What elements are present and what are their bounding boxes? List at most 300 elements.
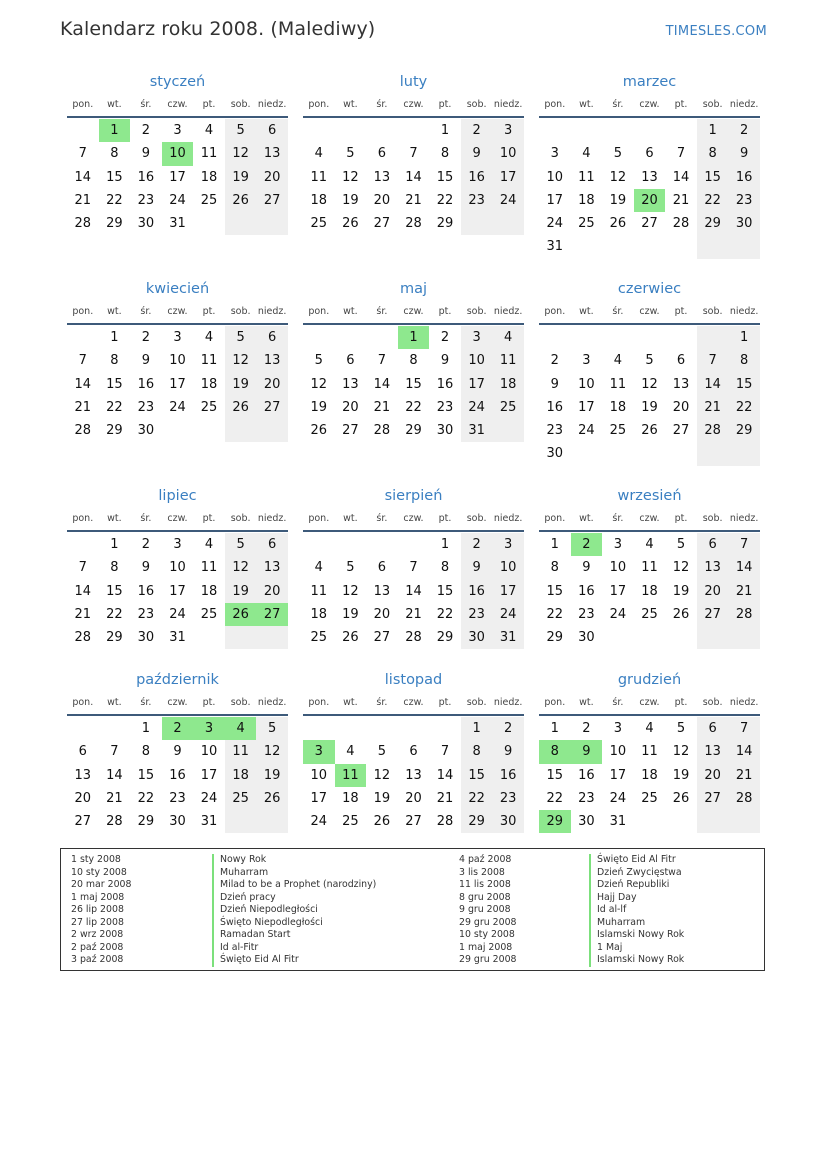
day-cell[interactable]: 6 xyxy=(697,717,729,740)
day-cell[interactable]: 7 xyxy=(728,717,760,740)
day-cell[interactable]: 30 xyxy=(728,212,760,235)
day-cell[interactable]: 17 xyxy=(169,376,186,392)
day-cell[interactable]: 29 xyxy=(405,423,422,439)
day-cell[interactable]: 15 xyxy=(106,376,123,392)
day-cell[interactable]: 8 xyxy=(440,560,450,576)
day-cell[interactable]: 22 xyxy=(436,192,454,208)
day-cell[interactable]: 16 xyxy=(461,166,493,189)
day-cell[interactable]: 6 xyxy=(256,326,288,349)
day-cell[interactable]: 3 xyxy=(582,353,591,369)
day-cell[interactable]: 17 xyxy=(546,192,564,208)
day-cell[interactable]: 2 xyxy=(461,119,493,142)
day-cell[interactable]: 8 xyxy=(440,146,450,162)
day-cell[interactable]: 20 xyxy=(672,399,690,415)
day-cell[interactable]: 22 xyxy=(728,396,760,419)
day-cell[interactable]: 19 xyxy=(641,399,658,415)
day-cell[interactable]: 25 xyxy=(578,216,595,232)
day-cell[interactable]: 30 xyxy=(578,814,595,830)
day-cell[interactable]: 6 xyxy=(409,744,418,760)
day-cell[interactable]: 25 xyxy=(200,399,218,415)
day-cell[interactable]: 7 xyxy=(377,353,387,369)
day-cell[interactable]: 23 xyxy=(461,603,493,626)
day-cell[interactable]: 10 xyxy=(492,142,524,165)
day-cell[interactable]: 21 xyxy=(697,396,729,419)
day-cell[interactable]: 2 xyxy=(141,330,151,345)
day-cell[interactable]: 19 xyxy=(225,580,257,603)
day-cell[interactable]: 9 xyxy=(173,744,182,760)
day-cell[interactable]: 25 xyxy=(310,630,328,646)
day-cell[interactable]: 25 xyxy=(342,814,359,830)
day-cell[interactable]: 18 xyxy=(200,169,218,185)
day-cell[interactable]: 16 xyxy=(728,166,760,189)
day-cell[interactable]: 7 xyxy=(409,146,418,162)
day-cell[interactable]: 15 xyxy=(546,767,564,783)
day-cell[interactable]: 17 xyxy=(461,373,493,396)
day-cell[interactable]: 15 xyxy=(106,583,123,599)
day-cell[interactable]: 2 xyxy=(582,721,591,736)
day-cell[interactable]: 6 xyxy=(256,533,288,556)
day-cell[interactable]: 1 xyxy=(697,119,729,142)
day-cell[interactable]: 31 xyxy=(169,216,186,232)
day-cell[interactable]: 17 xyxy=(492,580,524,603)
day-cell[interactable]: 11 xyxy=(578,169,595,185)
day-cell[interactable]: 4 xyxy=(582,146,591,162)
day-cell[interactable]: 27 xyxy=(256,396,288,419)
day-cell[interactable]: 26 xyxy=(256,787,288,810)
day-cell[interactable]: 11 xyxy=(200,353,218,369)
day-cell[interactable]: 30 xyxy=(546,446,564,462)
day-cell[interactable]: 23 xyxy=(578,606,595,622)
day-cell[interactable]: 22 xyxy=(137,790,155,806)
day-cell[interactable]: 27 xyxy=(697,603,729,626)
day-cell[interactable]: 5 xyxy=(225,533,257,556)
day-cell[interactable]: 25 xyxy=(310,216,328,232)
day-cell[interactable]: 5 xyxy=(346,146,355,162)
day-cell[interactable]: 1 xyxy=(141,721,151,736)
day-cell[interactable]: 18 xyxy=(492,373,524,396)
day-cell[interactable]: 14 xyxy=(74,376,92,392)
day-cell[interactable]: 18 xyxy=(200,376,218,392)
day-cell[interactable]: 28 xyxy=(74,423,92,439)
day-cell[interactable]: 7 xyxy=(78,353,87,369)
day-cell[interactable]: 1 xyxy=(550,721,559,736)
day-cell[interactable]: 8 xyxy=(409,353,418,369)
day-cell[interactable]: 5 xyxy=(676,537,686,552)
day-cell[interactable]: 10 xyxy=(546,169,564,185)
day-cell[interactable]: 8 xyxy=(539,740,571,763)
day-cell[interactable]: 9 xyxy=(141,146,151,162)
day-cell[interactable]: 14 xyxy=(405,169,422,185)
day-cell[interactable]: 2 xyxy=(162,717,194,740)
day-cell[interactable]: 13 xyxy=(405,767,422,783)
day-cell[interactable]: 15 xyxy=(436,583,454,599)
day-cell[interactable]: 28 xyxy=(728,787,760,810)
day-cell[interactable]: 3 xyxy=(173,123,182,138)
day-cell[interactable]: 3 xyxy=(550,146,559,162)
day-cell[interactable]: 20 xyxy=(74,790,92,806)
day-cell[interactable]: 28 xyxy=(405,216,422,232)
day-cell[interactable]: 9 xyxy=(141,560,151,576)
day-cell[interactable]: 15 xyxy=(106,169,123,185)
day-cell[interactable]: 3 xyxy=(492,119,524,142)
day-cell[interactable]: 25 xyxy=(200,192,218,208)
day-cell[interactable]: 29 xyxy=(137,814,155,830)
day-cell[interactable]: 14 xyxy=(697,373,729,396)
day-cell[interactable]: 23 xyxy=(137,192,155,208)
day-cell[interactable]: 16 xyxy=(137,583,155,599)
day-cell[interactable]: 26 xyxy=(225,603,257,626)
day-cell[interactable]: 16 xyxy=(578,767,595,783)
day-cell[interactable]: 12 xyxy=(342,169,359,185)
day-cell[interactable]: 26 xyxy=(641,423,658,439)
day-cell[interactable]: 1 xyxy=(440,123,450,138)
day-cell[interactable]: 19 xyxy=(225,373,257,396)
day-cell[interactable]: 19 xyxy=(225,166,257,189)
day-cell[interactable]: 22 xyxy=(106,192,123,208)
day-cell[interactable]: 13 xyxy=(641,169,658,185)
day-cell[interactable]: 10 xyxy=(200,744,218,760)
day-cell[interactable]: 23 xyxy=(169,790,186,806)
day-cell[interactable]: 2 xyxy=(461,533,493,556)
day-cell[interactable]: 3 xyxy=(461,326,493,349)
day-cell[interactable]: 29 xyxy=(546,630,564,646)
day-cell[interactable]: 28 xyxy=(697,419,729,442)
day-cell[interactable]: 10 xyxy=(609,744,627,760)
day-cell[interactable]: 23 xyxy=(492,787,524,810)
day-cell[interactable]: 14 xyxy=(672,169,690,185)
day-cell[interactable]: 21 xyxy=(728,580,760,603)
day-cell[interactable]: 2 xyxy=(492,717,524,740)
day-cell[interactable]: 11 xyxy=(200,146,218,162)
day-cell[interactable]: 5 xyxy=(256,717,288,740)
day-cell[interactable]: 18 xyxy=(225,764,257,787)
day-cell[interactable]: 1 xyxy=(99,119,131,142)
day-cell[interactable]: 14 xyxy=(74,583,92,599)
day-cell[interactable]: 26 xyxy=(310,423,328,439)
day-cell[interactable]: 8 xyxy=(110,146,119,162)
day-cell[interactable]: 22 xyxy=(106,399,123,415)
day-cell[interactable]: 30 xyxy=(436,423,454,439)
day-cell[interactable]: 24 xyxy=(492,603,524,626)
day-cell[interactable]: 28 xyxy=(74,630,92,646)
day-cell[interactable]: 28 xyxy=(728,603,760,626)
day-cell[interactable]: 8 xyxy=(110,560,119,576)
day-cell[interactable]: 5 xyxy=(314,353,323,369)
day-cell[interactable]: 29 xyxy=(461,810,493,833)
day-cell[interactable]: 28 xyxy=(373,423,391,439)
day-cell[interactable]: 6 xyxy=(645,146,654,162)
day-cell[interactable]: 7 xyxy=(676,146,686,162)
day-cell[interactable]: 7 xyxy=(110,744,119,760)
day-cell[interactable]: 20 xyxy=(256,580,288,603)
day-cell[interactable]: 21 xyxy=(74,399,92,415)
day-cell[interactable]: 15 xyxy=(461,764,493,787)
day-cell[interactable]: 10 xyxy=(609,560,627,576)
day-cell[interactable]: 1 xyxy=(110,330,119,345)
day-cell[interactable]: 27 xyxy=(405,814,422,830)
day-cell[interactable]: 26 xyxy=(373,814,391,830)
day-cell[interactable]: 23 xyxy=(436,399,454,415)
day-cell[interactable]: 16 xyxy=(492,764,524,787)
day-cell[interactable]: 30 xyxy=(137,630,155,646)
day-cell[interactable]: 10 xyxy=(492,556,524,579)
day-cell[interactable]: 20 xyxy=(256,373,288,396)
day-cell[interactable]: 3 xyxy=(173,537,182,552)
day-cell[interactable]: 11 xyxy=(335,764,367,787)
day-cell[interactable]: 16 xyxy=(137,376,155,392)
day-cell[interactable]: 12 xyxy=(225,349,257,372)
day-cell[interactable]: 17 xyxy=(310,790,328,806)
day-cell[interactable]: 6 xyxy=(78,744,87,760)
day-cell[interactable]: 20 xyxy=(634,189,666,212)
day-cell[interactable]: 15 xyxy=(137,767,155,783)
day-cell[interactable]: 4 xyxy=(225,717,257,740)
day-cell[interactable]: 5 xyxy=(377,744,387,760)
day-cell[interactable]: 10 xyxy=(310,767,328,783)
day-cell[interactable]: 29 xyxy=(539,810,571,833)
day-cell[interactable]: 30 xyxy=(169,814,186,830)
day-cell[interactable]: 20 xyxy=(373,606,391,622)
day-cell[interactable]: 1 xyxy=(550,537,559,552)
day-cell[interactable]: 27 xyxy=(373,630,391,646)
day-cell[interactable]: 26 xyxy=(225,189,257,212)
day-cell[interactable]: 4 xyxy=(346,744,355,760)
day-cell[interactable]: 13 xyxy=(373,583,391,599)
day-cell[interactable]: 16 xyxy=(461,580,493,603)
day-cell[interactable]: 9 xyxy=(582,560,591,576)
day-cell[interactable]: 24 xyxy=(578,423,595,439)
day-cell[interactable]: 30 xyxy=(492,810,524,833)
day-cell[interactable]: 26 xyxy=(342,630,359,646)
day-cell[interactable]: 18 xyxy=(609,399,627,415)
day-cell[interactable]: 19 xyxy=(672,583,690,599)
day-cell[interactable]: 22 xyxy=(546,606,564,622)
day-cell[interactable]: 2 xyxy=(141,123,151,138)
day-cell[interactable]: 5 xyxy=(225,119,257,142)
day-cell[interactable]: 20 xyxy=(342,399,359,415)
day-cell[interactable]: 31 xyxy=(461,419,493,442)
day-cell[interactable]: 16 xyxy=(137,169,155,185)
day-cell[interactable]: 18 xyxy=(578,192,595,208)
day-cell[interactable]: 24 xyxy=(461,396,493,419)
day-cell[interactable]: 10 xyxy=(169,353,186,369)
day-cell[interactable]: 15 xyxy=(697,166,729,189)
day-cell[interactable]: 27 xyxy=(373,216,391,232)
day-cell[interactable]: 7 xyxy=(78,146,87,162)
day-cell[interactable]: 25 xyxy=(641,790,658,806)
day-cell[interactable]: 4 xyxy=(645,721,654,736)
day-cell[interactable]: 4 xyxy=(204,330,214,345)
day-cell[interactable]: 9 xyxy=(492,740,524,763)
day-cell[interactable]: 6 xyxy=(256,119,288,142)
day-cell[interactable]: 2 xyxy=(571,533,603,556)
day-cell[interactable]: 3 xyxy=(193,717,225,740)
day-cell[interactable]: 31 xyxy=(546,239,564,255)
day-cell[interactable]: 16 xyxy=(578,583,595,599)
day-cell[interactable]: 31 xyxy=(200,814,218,830)
day-cell[interactable]: 30 xyxy=(137,423,155,439)
day-cell[interactable]: 21 xyxy=(74,606,92,622)
day-cell[interactable]: 11 xyxy=(200,560,218,576)
day-cell[interactable]: 16 xyxy=(169,767,186,783)
day-cell[interactable]: 24 xyxy=(609,790,627,806)
day-cell[interactable]: 1 xyxy=(440,537,450,552)
day-cell[interactable]: 4 xyxy=(204,123,214,138)
day-cell[interactable]: 24 xyxy=(609,606,627,622)
day-cell[interactable]: 25 xyxy=(492,396,524,419)
day-cell[interactable]: 19 xyxy=(373,790,391,806)
day-cell[interactable]: 26 xyxy=(342,216,359,232)
day-cell[interactable]: 16 xyxy=(436,376,454,392)
day-cell[interactable]: 9 xyxy=(461,556,493,579)
day-cell[interactable]: 3 xyxy=(303,740,335,763)
day-cell[interactable]: 31 xyxy=(169,630,186,646)
day-cell[interactable]: 11 xyxy=(310,169,328,185)
day-cell[interactable]: 6 xyxy=(697,533,729,556)
day-cell[interactable]: 13 xyxy=(672,376,690,392)
day-cell[interactable]: 14 xyxy=(106,767,123,783)
day-cell[interactable]: 27 xyxy=(641,216,658,232)
day-cell[interactable]: 7 xyxy=(78,560,87,576)
day-cell[interactable]: 18 xyxy=(641,583,658,599)
day-cell[interactable]: 21 xyxy=(405,606,422,622)
day-cell[interactable]: 4 xyxy=(204,537,214,552)
day-cell[interactable]: 22 xyxy=(546,790,564,806)
day-cell[interactable]: 6 xyxy=(377,146,387,162)
day-cell[interactable]: 1 xyxy=(398,326,430,349)
day-cell[interactable]: 15 xyxy=(546,583,564,599)
day-cell[interactable]: 5 xyxy=(676,721,686,736)
day-cell[interactable]: 5 xyxy=(645,353,654,369)
brand-logo[interactable]: TIMESLES.COM xyxy=(665,24,767,39)
day-cell[interactable]: 23 xyxy=(461,189,493,212)
day-cell[interactable]: 3 xyxy=(492,533,524,556)
day-cell[interactable]: 14 xyxy=(728,556,760,579)
day-cell[interactable]: 5 xyxy=(225,326,257,349)
day-cell[interactable]: 21 xyxy=(672,192,690,208)
day-cell[interactable]: 7 xyxy=(409,560,418,576)
day-cell[interactable]: 26 xyxy=(672,606,690,622)
day-cell[interactable]: 5 xyxy=(613,146,623,162)
day-cell[interactable]: 19 xyxy=(342,606,359,622)
day-cell[interactable]: 22 xyxy=(106,606,123,622)
day-cell[interactable]: 3 xyxy=(613,721,623,736)
day-cell[interactable]: 12 xyxy=(672,560,690,576)
day-cell[interactable]: 10 xyxy=(162,142,194,165)
day-cell[interactable]: 21 xyxy=(728,764,760,787)
day-cell[interactable]: 29 xyxy=(697,212,729,235)
day-cell[interactable]: 10 xyxy=(461,349,493,372)
day-cell[interactable]: 25 xyxy=(200,606,218,622)
day-cell[interactable]: 20 xyxy=(373,192,391,208)
day-cell[interactable]: 8 xyxy=(697,142,729,165)
day-cell[interactable]: 24 xyxy=(200,790,218,806)
day-cell[interactable]: 13 xyxy=(256,349,288,372)
day-cell[interactable]: 22 xyxy=(436,606,454,622)
day-cell[interactable]: 21 xyxy=(373,399,391,415)
day-cell[interactable]: 12 xyxy=(641,376,658,392)
day-cell[interactable]: 14 xyxy=(436,767,454,783)
day-cell[interactable]: 20 xyxy=(697,580,729,603)
day-cell[interactable]: 14 xyxy=(405,583,422,599)
day-cell[interactable]: 29 xyxy=(436,630,454,646)
day-cell[interactable]: 22 xyxy=(405,399,422,415)
day-cell[interactable]: 2 xyxy=(550,353,559,369)
day-cell[interactable]: 20 xyxy=(405,790,422,806)
day-cell[interactable]: 4 xyxy=(492,326,524,349)
day-cell[interactable]: 27 xyxy=(74,814,92,830)
day-cell[interactable]: 14 xyxy=(728,740,760,763)
day-cell[interactable]: 9 xyxy=(461,142,493,165)
day-cell[interactable]: 21 xyxy=(74,192,92,208)
day-cell[interactable]: 6 xyxy=(346,353,355,369)
day-cell[interactable]: 21 xyxy=(106,790,123,806)
day-cell[interactable]: 25 xyxy=(225,787,257,810)
day-cell[interactable]: 3 xyxy=(173,330,182,345)
day-cell[interactable]: 17 xyxy=(609,583,627,599)
day-cell[interactable]: 8 xyxy=(110,353,119,369)
day-cell[interactable]: 1 xyxy=(110,537,119,552)
day-cell[interactable]: 23 xyxy=(546,423,564,439)
day-cell[interactable]: 27 xyxy=(672,423,690,439)
day-cell[interactable]: 18 xyxy=(641,767,658,783)
day-cell[interactable]: 12 xyxy=(225,556,257,579)
day-cell[interactable]: 11 xyxy=(310,583,328,599)
day-cell[interactable]: 12 xyxy=(256,740,288,763)
day-cell[interactable]: 21 xyxy=(436,790,454,806)
day-cell[interactable]: 29 xyxy=(728,419,760,442)
day-cell[interactable]: 9 xyxy=(440,353,450,369)
day-cell[interactable]: 11 xyxy=(641,744,658,760)
day-cell[interactable]: 11 xyxy=(225,740,257,763)
day-cell[interactable]: 13 xyxy=(74,767,92,783)
day-cell[interactable]: 12 xyxy=(342,583,359,599)
day-cell[interactable]: 20 xyxy=(256,166,288,189)
day-cell[interactable]: 6 xyxy=(377,560,387,576)
day-cell[interactable]: 31 xyxy=(492,626,524,649)
day-cell[interactable]: 29 xyxy=(106,423,123,439)
day-cell[interactable]: 10 xyxy=(578,376,595,392)
day-cell[interactable]: 28 xyxy=(74,216,92,232)
day-cell[interactable]: 14 xyxy=(373,376,391,392)
day-cell[interactable]: 28 xyxy=(672,216,690,232)
day-cell[interactable]: 24 xyxy=(169,606,186,622)
day-cell[interactable]: 29 xyxy=(106,216,123,232)
day-cell[interactable]: 21 xyxy=(405,192,422,208)
day-cell[interactable]: 27 xyxy=(256,189,288,212)
day-cell[interactable]: 18 xyxy=(310,606,328,622)
day-cell[interactable]: 7 xyxy=(697,349,729,372)
day-cell[interactable]: 2 xyxy=(141,537,151,552)
day-cell[interactable]: 25 xyxy=(641,606,658,622)
day-cell[interactable]: 17 xyxy=(200,767,218,783)
day-cell[interactable]: 12 xyxy=(373,767,391,783)
day-cell[interactable]: 5 xyxy=(346,560,355,576)
day-cell[interactable]: 17 xyxy=(578,399,595,415)
day-cell[interactable]: 30 xyxy=(461,626,493,649)
day-cell[interactable]: 9 xyxy=(571,740,603,763)
day-cell[interactable]: 24 xyxy=(492,189,524,212)
day-cell[interactable]: 17 xyxy=(169,169,186,185)
day-cell[interactable]: 17 xyxy=(609,767,627,783)
day-cell[interactable]: 8 xyxy=(461,740,493,763)
day-cell[interactable]: 29 xyxy=(106,630,123,646)
day-cell[interactable]: 11 xyxy=(492,349,524,372)
day-cell[interactable]: 9 xyxy=(141,353,151,369)
day-cell[interactable]: 28 xyxy=(106,814,123,830)
day-cell[interactable]: 25 xyxy=(609,423,627,439)
day-cell[interactable]: 2 xyxy=(728,119,760,142)
